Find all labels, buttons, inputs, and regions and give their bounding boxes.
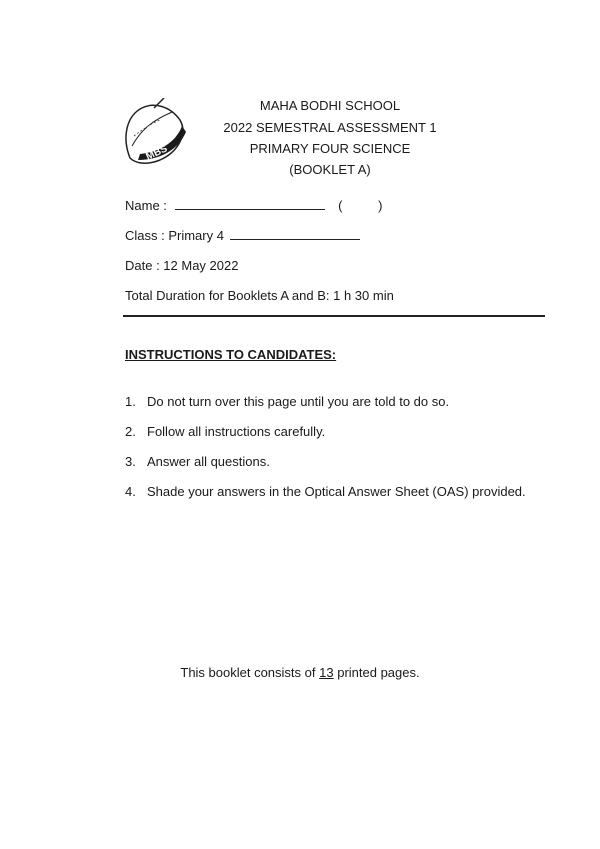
- name-field[interactable]: [125, 198, 382, 213]
- footer-suffix: printed pages.: [337, 665, 420, 680]
- instruction-number: 1.: [125, 394, 136, 409]
- instruction-item: [125, 484, 526, 499]
- name-label: Name :: [125, 198, 167, 213]
- page-count-note: [0, 665, 600, 680]
- page-count: 13: [319, 665, 334, 680]
- logo-text: MBS: [144, 143, 170, 163]
- instruction-text: Shade your answers in the Optical Answer Sheet (OAS) provided.: [147, 484, 526, 499]
- class-label: Class : Primary 4: [125, 228, 224, 243]
- class-field[interactable]: [125, 228, 360, 243]
- booklet-label: (BOOKLET A): [289, 162, 371, 177]
- instruction-number: 3.: [125, 454, 136, 469]
- instruction-number: 2.: [125, 424, 136, 439]
- instruction-text: Follow all instructions carefully.: [147, 424, 326, 439]
- instructions-heading: INSTRUCTIONS TO CANDIDATES:: [125, 347, 337, 362]
- assessment-title: 2022 SEMESTRAL ASSESSMENT 1: [223, 120, 437, 135]
- date-text: Date : 12 May 2022: [125, 258, 239, 273]
- instruction-text: Do not turn over this page until you are told to do so.: [147, 394, 450, 409]
- instruction-text: Answer all questions.: [147, 454, 270, 469]
- instruction-item: [125, 454, 270, 469]
- instruction-item: [125, 394, 449, 409]
- footer-prefix: This booklet consists of: [180, 665, 316, 680]
- register-number-open: (: [338, 198, 343, 213]
- name-blank[interactable]: [175, 199, 325, 210]
- class-blank[interactable]: [230, 229, 360, 240]
- instruction-number: 4.: [125, 484, 136, 499]
- school-name: MAHA BODHI SCHOOL: [259, 98, 401, 113]
- subject-title: PRIMARY FOUR SCIENCE: [249, 141, 411, 156]
- duration-text: Total Duration for Booklets A and B: 1 h 30 min: [125, 288, 394, 303]
- instruction-item: [125, 424, 325, 439]
- register-number-close: ): [378, 198, 383, 213]
- divider: [123, 315, 545, 317]
